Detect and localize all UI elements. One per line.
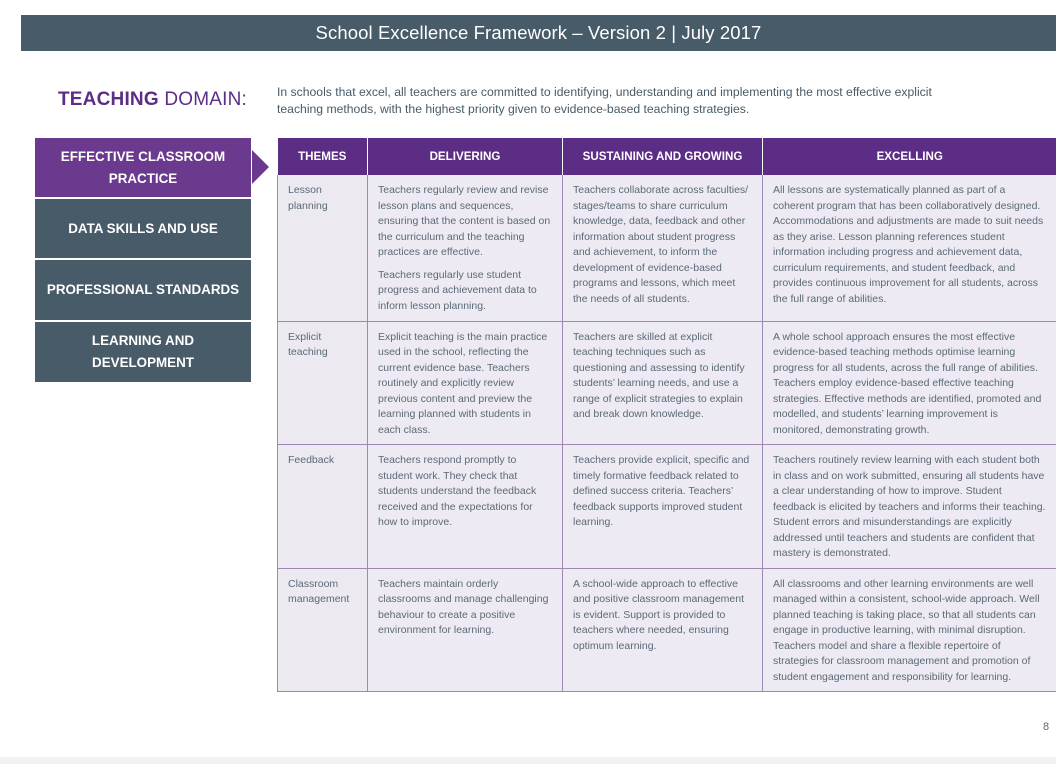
theme-cell: Classroom management	[278, 568, 368, 692]
sustaining-cell: Teachers collaborate across faculties/ stages/teams to share curriculum knowledge, data, feedback and other information about student progress and achievement, to inform the development of evidence-based programs and lessons, which meet the needs of all students.	[563, 175, 763, 321]
excelling-cell: Teachers routinely review learning with each student both in class and on work submitted, ensuring all students have a clear understanding of how to improve. Student feedback is elicited by teachers and informs their teaching. Student errors and misunderstandings are explicitly addressed until teachers and students are confident that mastery is demonstrated.	[763, 445, 1056, 569]
table-row	[278, 175, 1056, 321]
cell-paragraph: Teachers regularly use student progress and achievement data to inform lesson planning.	[378, 268, 537, 312]
sustaining-cell: A school-wide approach to effective and positive classroom management is evident. Support is provided to teachers where needed, ensuring optimum learning.	[563, 568, 763, 692]
framework-table	[277, 138, 1056, 692]
column-header-excelling: EXCELLING	[763, 138, 1056, 175]
sustaining-cell: Teachers are skilled at explicit teaching techniques such as questioning and assessing to identify students’ learning needs, and use a range of explicit strategies to explain and break down knowledge.	[563, 321, 763, 445]
sidebar-item-professional-standards[interactable]	[35, 260, 251, 320]
sidebar-item-data-skills[interactable]	[35, 199, 251, 258]
excelling-cell: All lessons are systematically planned as part of a coherent program that has been collaboratively designed. Accommodations and adjustments are made to suit needs as they arise. Lesson planning references student information including progress and achievement data, curriculum requirements, and student feedback, and provides continuous improvement for all students, across the full range of abilities.	[763, 175, 1056, 321]
intro-text: In schools that excel, all teachers are committed to identifying, understanding and implementing the most effective explicit teaching methods, with the highest priority given to evidence-based teaching strategies.	[277, 85, 932, 116]
sidebar-item-label: PROFESSIONAL STANDARDS	[46, 282, 240, 297]
domain-title-bold: TEACHING	[58, 89, 159, 110]
theme-cell: Feedback	[278, 445, 368, 569]
excelling-cell: A whole school approach ensures the most effective evidence-based teaching methods optimise learning progress for all students, across the full range of abilities. Teachers employ evidence-based effective teaching strategies. Effective methods are identified, promoted and modelled, and students’ learning improvement is monitored, demonstrating growth.	[763, 321, 1056, 445]
header-bar	[21, 15, 1056, 51]
sidebar-item-label: LEARNING AND DEVELOPMENT	[91, 333, 195, 370]
sustaining-cell: Teachers provide explicit, specific and timely formative feedback related to defined success criteria. Teachers’ feedback supports improved student learning.	[563, 445, 763, 569]
sidebar-item-label: EFFECTIVE CLASSROOM PRACTICE	[60, 148, 226, 186]
excelling-cell: All classrooms and other learning environments are well managed within a consistent, school-wide approach. Well planned teaching is taking place, so that all students can engage in productive learning, with minimal disruption. Teachers model and share a flexible repertoire of strategies for classroom management and promotion of student engagement and responsibility for learning.	[763, 568, 1056, 692]
column-header-delivering: DELIVERING	[368, 138, 563, 175]
domain-title-rest: DOMAIN:	[164, 89, 247, 110]
table-header-row	[278, 138, 1056, 175]
footer-strip	[0, 757, 1056, 764]
cell-paragraph: Teachers maintain orderly classrooms and manage challenging behaviour to create a positive environment for learning.	[378, 577, 549, 636]
column-header-sustaining: SUSTAINING AND GROWING	[563, 138, 763, 175]
domain-title	[58, 89, 247, 111]
sidebar-item-label: DATA SKILLS AND USE	[68, 220, 218, 236]
delivering-cell	[368, 445, 563, 569]
sidebar-item-learning-development[interactable]	[35, 322, 251, 382]
page-number: 8	[1043, 721, 1050, 733]
theme-cell: Explicit teaching	[278, 321, 368, 445]
delivering-cell	[368, 568, 563, 692]
theme-cell: Lesson planning	[278, 175, 368, 321]
sidebar-item-effective-classroom-practice[interactable]	[35, 138, 251, 197]
column-header-themes: THEMES	[278, 138, 368, 175]
document-title: School Excellence Framework – Version 2 | July 2017	[315, 22, 762, 43]
cell-paragraph: Teachers respond promptly to student work. They check that students understand the feedback received and the expectations for how to improve.	[378, 454, 537, 528]
cell-paragraph: Teachers regularly review and revise lesson plans and sequences, ensuring that the content is based on the curriculum and the teaching practices are effective.	[378, 184, 551, 258]
table-row	[278, 568, 1056, 692]
delivering-cell	[368, 321, 563, 445]
active-item-arrow	[252, 150, 269, 184]
cell-paragraph: Explicit teaching is the main practice used in the school, reflecting the current evidence base. Teachers routinely and explicitly review previous content and preview the learning planned with students in each class.	[378, 330, 548, 436]
delivering-cell	[368, 175, 563, 321]
table-row	[278, 445, 1056, 569]
table-row	[278, 321, 1056, 445]
domain-sidebar	[35, 138, 251, 384]
